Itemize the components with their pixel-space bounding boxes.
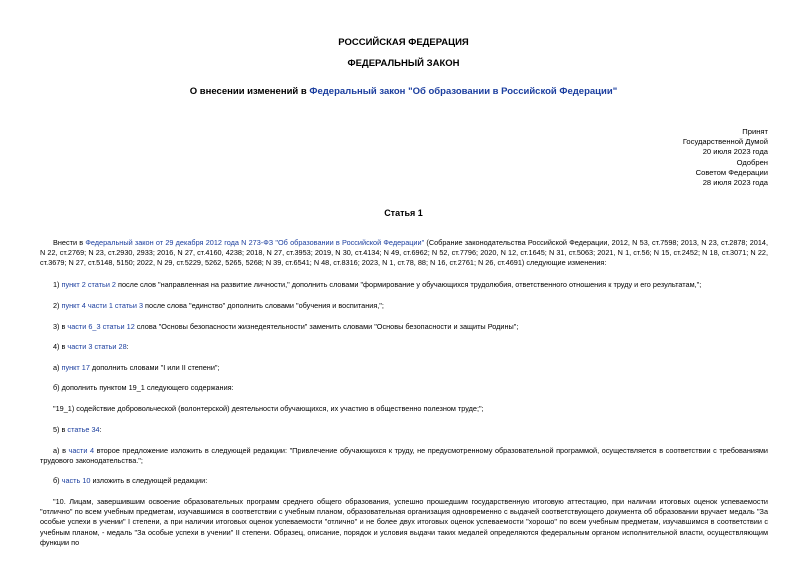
law-title: [0, 86, 807, 97]
item-text: 1): [53, 280, 62, 289]
item-4a-link[interactable]: пункт 17: [61, 363, 90, 372]
item-text: а): [53, 363, 62, 372]
item-5: [40, 425, 768, 435]
doc-type-heading: ФЕДЕРАЛЬНЫЙ ЗАКОН: [347, 58, 460, 69]
item-text: после слов "направленная на развитие личности," дополнить словами "формирование у обучающихся трудолюбия, ответственного отношения к труду и его результатам,";: [116, 280, 702, 289]
intro-paragraph: [40, 238, 768, 269]
item-text: :: [99, 425, 102, 434]
item-text: "10. Лицам, завершившим освоение образовательных программ среднего общего образования, успешно прошедшим государственную итоговую аттестацию, при наличии итоговых оценок успеваемости "отлично" по всем учебным предметам, изучавшимся в соответствии с учебным планом, образовательная организация одновременно с выдачей соответствующего документа об образовании вручает медаль "За особые успехи в учении" I степени, а при наличии итоговых оценок успеваемости "отлично" и не более двух итоговых оценок успеваемости "хорошо" по всем учебным предметам, изучавшимся в соответствии с учебным планом, - медаль "За особые успехи в учении" II степени. Образец, описание, порядок и условия выдачи таких медалей определяются федеральным органом исполнительной власти, осуществляющим функции по: [40, 497, 768, 547]
item-4b-quote: [40, 404, 768, 414]
item-text: после слова "единство" дополнить словами "обучения и воспитания,";: [143, 301, 384, 310]
item-5b: [40, 476, 768, 486]
article-heading: Статья 1: [384, 208, 423, 218]
item-1: [40, 280, 768, 290]
intro-law-link[interactable]: Федеральный закон от 29 декабря 2012 года N 273-ФЗ "Об образовании в Российской Федерации": [85, 238, 425, 247]
item-text: а) в: [53, 446, 69, 455]
adoption-line: Одобрен: [736, 157, 768, 167]
item-4: [40, 342, 768, 352]
law-title-link[interactable]: Федеральный закон "Об образовании в Российской Федерации": [309, 86, 618, 97]
item-5b-link[interactable]: часть 10: [61, 476, 91, 485]
item-5b-quote: [40, 497, 768, 548]
item-text: 5) в: [53, 425, 68, 434]
item-4-link[interactable]: части 3 статьи 28: [67, 342, 127, 351]
item-text: :: [126, 342, 129, 351]
item-text: "19_1) содействие добровольческой (волонтерской) деятельности обучающихся, их участию в общественно полезном труде;";: [53, 404, 484, 413]
item-text: 4) в: [53, 342, 68, 351]
item-text: б): [53, 476, 62, 485]
country-heading: РОССИЙСКАЯ ФЕДЕРАЦИЯ: [338, 37, 469, 48]
item-3: [40, 322, 768, 332]
item-text: 3) в: [53, 322, 68, 331]
item-2-link[interactable]: пункт 4 части 1 статьи 3: [61, 301, 144, 310]
adoption-line: 20 июля 2023 года: [702, 147, 768, 157]
item-text: слова "Основы безопасности жизнедеятельности" заменить словами "Основы безопасности и защиты Родины";: [134, 322, 519, 331]
item-4b: [40, 383, 768, 393]
item-5a-link[interactable]: части 4: [68, 446, 95, 455]
item-3-link[interactable]: части 6_3 статьи 12: [67, 322, 135, 331]
adoption-line: Советом Федерации: [695, 167, 768, 177]
intro-text-start: Внести в: [53, 238, 86, 247]
item-2: [40, 301, 768, 311]
item-5a: [40, 446, 768, 466]
item-text: изложить в следующей редакции:: [90, 476, 208, 485]
item-1-link[interactable]: пункт 2 статьи 2: [61, 280, 116, 289]
intro-text-end: (Собрание законодательства Российской Федерации, 2012, N 53, ст.7598; 2013, N 23, ст.2878; 2014, N 22, ст.2769; N 23, ст.2930, 2933; 2016, N 27, ст.4160, 4238; 2018, N 27, ст.3953; 2019, N 30, ст.4134; N 49, ст.6962; N 52, ст.7796; 2020, N 12, ст.1645; N 31, ст.5063; 2021, N 1, ст.56; N 15, ст.2452; N 18, ст.3071; N 22, ст.3679; N 27, ст.5148, 5150; 2022, N 29, ст.5229, 5262, 5265, 5268; N 39, ст.6541; N 48, ст.8316; 2023, N 1, ст.78, 88; N 16, ст.2761; N 26, ст.4691) следующие изменения:: [40, 238, 769, 268]
item-text: 2): [53, 301, 62, 310]
adoption-line: Принят: [742, 127, 768, 136]
adoption-line: Государственной Думой: [682, 137, 768, 147]
adoption-line: 28 июля 2023 года: [702, 178, 768, 188]
adoption-block: [683, 127, 768, 188]
law-title-prefix: О внесении изменений в: [189, 86, 310, 97]
item-4a: [40, 363, 768, 373]
item-5-link[interactable]: статье 34: [67, 425, 100, 434]
item-text: второе предложение изложить в следующей редакции: "Привлечение обучающихся к труду, не предусмотренному образовательной программой, осуществляется в соответствии с требованиями трудового законодательства.";: [40, 446, 768, 466]
item-text: дополнить словами "I или II степени";: [89, 363, 220, 372]
item-text: б) дополнить пунктом 19_1 следующего содержания:: [53, 383, 234, 392]
